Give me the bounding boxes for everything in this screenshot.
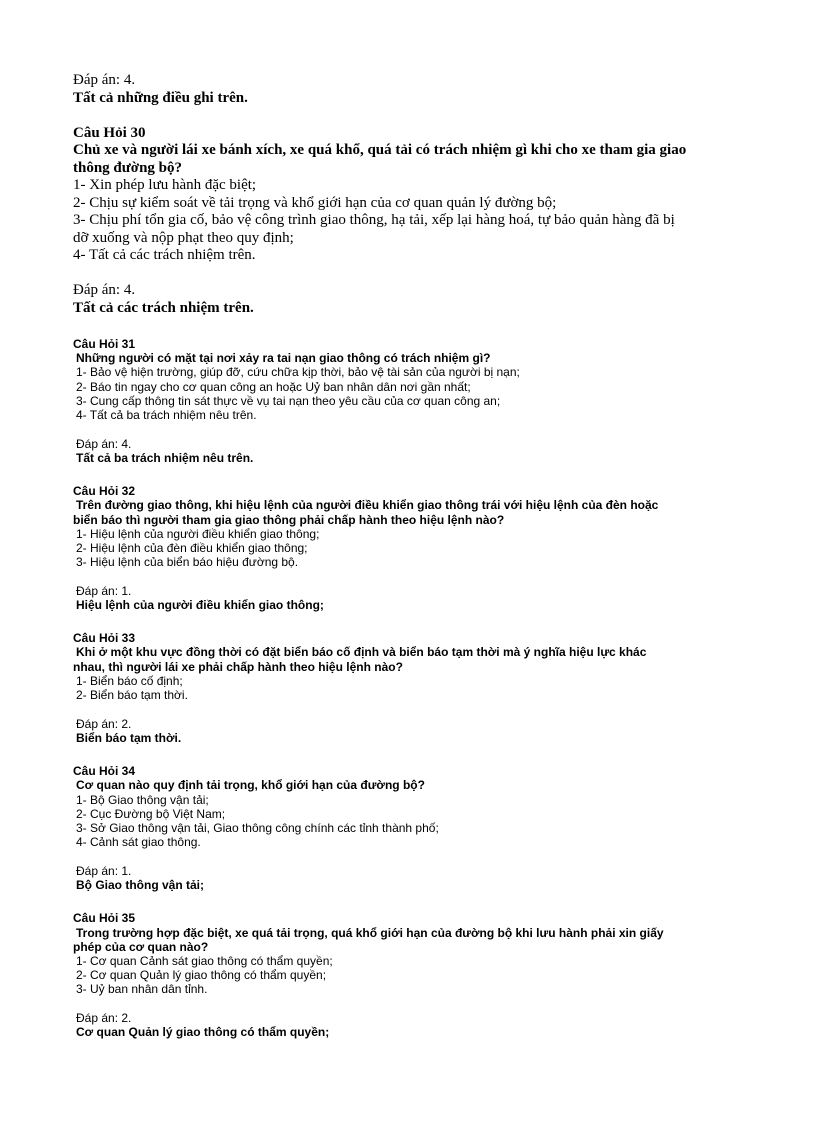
question-34 bbox=[73, 764, 743, 892]
question-text: Trên đường giao thông, khi hiệu lệnh của người điều khiển giao thông trái với hiệu lệnh của đèn hoặc bbox=[76, 498, 659, 513]
option: dỡ xuống và nộp phạt theo quy định; bbox=[73, 229, 294, 246]
option: 3- Uỷ ban nhân dân tỉnh. bbox=[76, 982, 208, 997]
option: 2- Cơ quan Quản lý giao thông có thẩm quyền; bbox=[76, 968, 327, 983]
question-text: thông đường bộ? bbox=[73, 159, 183, 176]
question-title: Câu Hỏi 32 bbox=[73, 484, 136, 499]
question-text: Khi ở một khu vực đồng thời có đặt biển báo cố định và biển báo tạm thời mà ý nghĩa hiệu lực khác bbox=[76, 645, 647, 660]
intro-answer bbox=[73, 72, 743, 107]
question-31 bbox=[73, 337, 743, 465]
answer-label: Đáp án: 1. bbox=[76, 583, 132, 598]
option: 1- Hiệu lệnh của người điều khiển giao thông; bbox=[76, 526, 320, 541]
question-30 bbox=[73, 125, 743, 318]
option: 3- Hiệu lệnh của biển báo hiệu đường bộ. bbox=[76, 555, 299, 570]
question-text: nhau, thì người lái xe phải chấp hành theo hiệu lệnh nào? bbox=[73, 659, 403, 674]
question-text: Cơ quan nào quy định tải trọng, khổ giới hạn của đường bộ? bbox=[76, 778, 425, 793]
option: 2- Chịu sự kiểm soát về tải trọng và khổ giới hạn của cơ quan quản lý đường bộ; bbox=[73, 194, 557, 211]
question-text: Những người có mặt tại nơi xảy ra tai nạn giao thông có trách nhiệm gì? bbox=[76, 351, 491, 366]
question-text: Chủ xe và người lái xe bánh xích, xe quá khổ, quá tải có trách nhiệm gì khi cho xe tham gia giao bbox=[73, 142, 687, 158]
question-text: phép của cơ quan nào? bbox=[73, 939, 209, 954]
question-35 bbox=[73, 911, 743, 1039]
answer-text: Hiệu lệnh của người điều khiển giao thông; bbox=[76, 598, 324, 613]
option: 3- Sở Giao thông vận tải, Giao thông công chính các tỉnh thành phố; bbox=[76, 820, 439, 835]
answer-text: Bộ Giao thông vận tải; bbox=[76, 878, 204, 893]
answer-label: Đáp án: 2. bbox=[76, 716, 132, 731]
answer-text: Biển báo tạm thời. bbox=[76, 730, 182, 745]
option: 2- Hiệu lệnh của đèn điều khiển giao thông; bbox=[76, 540, 308, 555]
answer-text: Tất cả các trách nhiệm trên. bbox=[73, 299, 254, 316]
option: 2- Báo tin ngay cho cơ quan công an hoặc Uỷ ban nhân dân nơi gần nhất; bbox=[76, 379, 471, 394]
option: 4- Cảnh sát giao thông. bbox=[76, 835, 201, 850]
answer-text: Tất cả ba trách nhiệm nêu trên. bbox=[76, 450, 254, 465]
option: 4- Tất cả các trách nhiệm trên. bbox=[73, 247, 256, 263]
option: 1- Biển báo cố định; bbox=[76, 673, 183, 688]
answer-label: Đáp án: 2. bbox=[76, 1011, 132, 1026]
option: 1- Bảo vệ hiện trường, giúp đỡ, cứu chữa kịp thời, bảo vệ tài sản của người bị nạn; bbox=[76, 365, 520, 380]
option: 3- Cung cấp thông tin sát thực về vụ tai nạn theo yêu cầu của cơ quan công an; bbox=[76, 393, 501, 408]
question-title: Câu Hỏi 33 bbox=[73, 631, 136, 646]
option: 2- Cục Đường bộ Việt Nam; bbox=[76, 806, 226, 821]
answer-label: Đáp án: 4. bbox=[73, 282, 136, 298]
question-title: Câu Hỏi 31 bbox=[73, 337, 136, 351]
question-text: Trong trường hợp đặc biệt, xe quá tải trọng, quá khổ giới hạn của đường bộ khi lưu hành phải xin giấy bbox=[76, 925, 664, 940]
option: 1- Cơ quan Cảnh sát giao thông có thẩm quyền; bbox=[76, 953, 333, 968]
answer-label: Đáp án: 4. bbox=[73, 72, 136, 88]
question-title: Câu Hỏi 30 bbox=[73, 124, 146, 141]
option: 1- Bộ Giao thông vận tải; bbox=[76, 792, 209, 807]
option: 2- Biển báo tạm thời. bbox=[76, 688, 188, 703]
question-title: Câu Hỏi 34 bbox=[73, 764, 136, 779]
answer-text: Cơ quan Quản lý giao thông có thẩm quyền; bbox=[76, 1025, 330, 1040]
answer-label: Đáp án: 4. bbox=[76, 436, 132, 451]
question-32 bbox=[73, 484, 743, 612]
option: 1- Xin phép lưu hành đặc biệt; bbox=[73, 177, 257, 193]
question-text: biển báo thì người tham gia giao thông phải chấp hành theo hiệu lệnh nào? bbox=[73, 512, 505, 527]
question-title: Câu Hỏi 35 bbox=[73, 911, 136, 926]
answer-text: Tất cả những điều ghi trên. bbox=[73, 89, 248, 106]
answer-label: Đáp án: 1. bbox=[76, 863, 132, 878]
option: 4- Tất cả ba trách nhiệm nêu trên. bbox=[76, 408, 257, 423]
document-page bbox=[73, 72, 743, 1039]
question-33 bbox=[73, 631, 743, 745]
option: 3- Chịu phí tổn gia cố, bảo vệ công trình giao thông, hạ tải, xếp lại hàng hoá, tự bảo quản hàng đã bị bbox=[73, 212, 675, 228]
